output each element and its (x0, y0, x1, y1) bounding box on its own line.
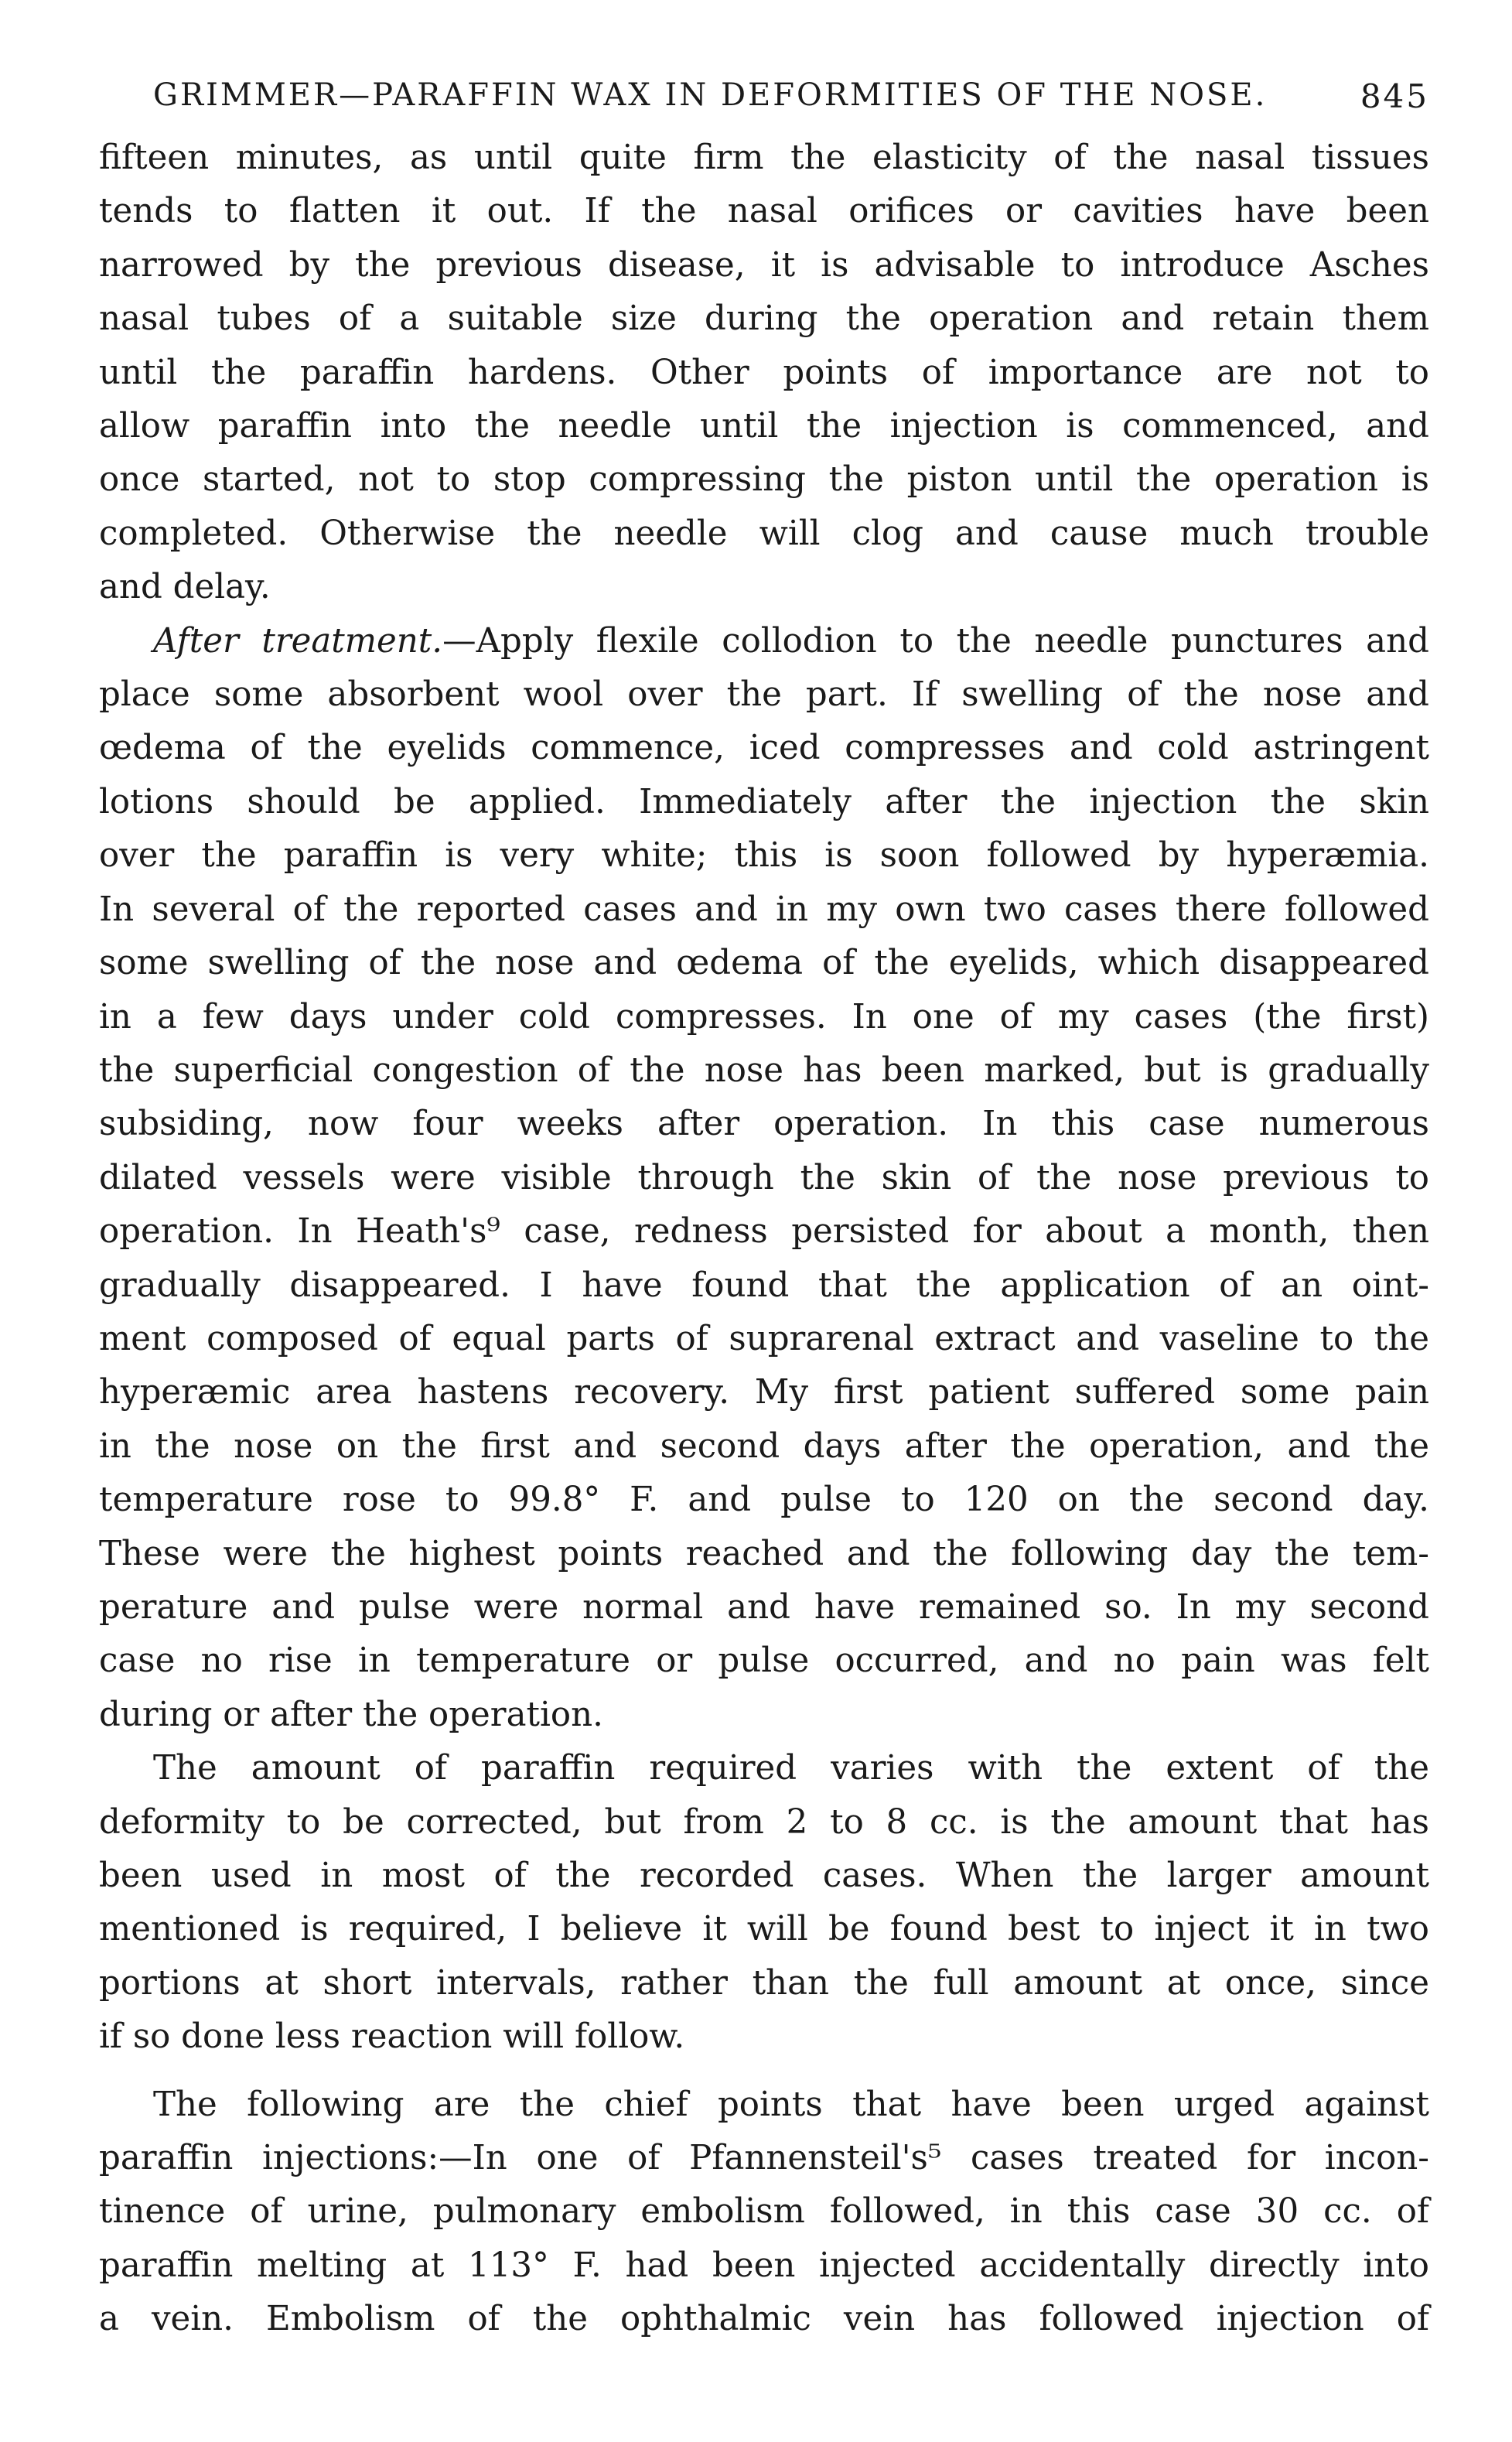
text-line: mentioned is required, I believe it will be found best to inject it in two (99, 1910, 1429, 1949)
text-line: been used in most of the recorded cases. When the larger amount (99, 1856, 1429, 1895)
text-line: fifteen minutes, as until quite firm the elasticity of the nasal tissues (99, 138, 1429, 177)
text-run: —Apply flexile collodion to the needle punctures and (442, 621, 1429, 661)
text-line: The amount of paraffin required varies with the extent of the (153, 1749, 1429, 1788)
text-line: paraffin injections:—In one of Pfannenstеil's⁵ cases treated for incon- (99, 2139, 1429, 2178)
text-line: In several of the reported cases and in my own two cases there followed (99, 890, 1429, 929)
text-line: case no rise in temperature or pulse occurred, and no pain was felt (99, 1641, 1429, 1681)
text-line: portions at short intervals, rather than the full amount at once, since (99, 1963, 1429, 2003)
text-line: These were the highest points reached and the following day the tem- (99, 1534, 1429, 1573)
text-line: lotions should be applied. Immediately after the injection the skin (99, 782, 1429, 821)
paragraph-3 (99, 1742, 1429, 2064)
text-line: over the paraffin is very white; this is soon followed by hyperæmia. (99, 836, 1429, 876)
paragraph-4 (99, 2078, 1429, 2347)
running-head-title: GRIMMER—PARAFFIN WAX IN DEFORMITIES OF THE NOSE. (153, 77, 1268, 113)
text-line: until the paraffin hardens. Other points of importance are not to (99, 353, 1429, 392)
text-line: allow paraffin into the needle until the injection is commenced, and (99, 407, 1429, 446)
section-lead: After treatment. (153, 621, 443, 661)
text-line: ment composed of equal parts of suprarenal extract and vaseline to the (99, 1319, 1429, 1358)
text-line: a vein. Embolism of the ophthalmic vein has followed injection of (99, 2300, 1429, 2339)
running-head (99, 77, 1429, 131)
text-line: hyperæmic area hastens recovery. My first patient suffered some pain (99, 1373, 1429, 1412)
text-line: in the nose on the first and second days after the operation, and the (99, 1426, 1429, 1466)
page-number: 845 (1360, 77, 1429, 115)
text-line: the superficial congestion of the nose has been marked, but is gradually (99, 1050, 1429, 1090)
text-line: œdema of the eyelids commence, iced compresses and cold astringent (99, 729, 1429, 768)
text-line: narrowed by the previous disease, it is advisable to introduce Asches (99, 245, 1429, 285)
text-line: during or after the operation. (99, 1695, 603, 1734)
text-line: tends to flatten it out. If the nasal orifices or cavities have been (99, 192, 1429, 231)
text-line: place some absorbent wool over the part. If swelling of the nose and (99, 675, 1429, 715)
text-line: nasal tubes of a suitable size during the operation and retain them (99, 299, 1429, 339)
paragraph-gap (99, 2065, 1429, 2078)
text-line: paraffin melting at 113° F. had been injected accidentally directly into (99, 2246, 1429, 2285)
text-line (99, 615, 1429, 668)
text-line: operation. In Heath's⁹ case, redness persisted for about a month, then (99, 1212, 1429, 1252)
text-line: gradually disappeared. I have found that the application of an oint- (99, 1265, 1429, 1305)
text-line: some swelling of the nose and œdema of the eyelids, which disappeared (99, 944, 1429, 983)
paragraph-1 (99, 131, 1429, 615)
text-line: in a few days under cold compresses. In one of my cases (the first) (99, 997, 1429, 1037)
text-line: completed. Otherwise the needle will clog and cause much trouble (99, 514, 1429, 553)
text-line: and delay. (99, 568, 271, 607)
text-line: tinence of urine, pulmonary embolism followed, in this case 30 cc. of (99, 2192, 1429, 2232)
text-line: The following are the chief points that have been urged against (153, 2085, 1429, 2124)
text-line: dilated vessels were visible through the skin of the nose previous to (99, 1158, 1429, 1197)
document-page (99, 77, 1429, 2406)
text-line: deformity to be corrected, but from 2 to 8 cc. is the amount that has (99, 1802, 1429, 1842)
paragraph-2 (99, 615, 1429, 1743)
text-line: perature and pulse were normal and have remained so. In my second (99, 1587, 1429, 1627)
text-line: subsiding, now four weeks after operation. In this case numerous (99, 1105, 1429, 1144)
body-text (99, 131, 1429, 2347)
text-line: temperature rose to 99.8° F. and pulse to 120 on the second day. (99, 1481, 1429, 1520)
text-line: once started, not to stop compressing the piston until the operation is (99, 460, 1429, 500)
text-line: if so done less reaction will follow. (99, 2017, 685, 2057)
